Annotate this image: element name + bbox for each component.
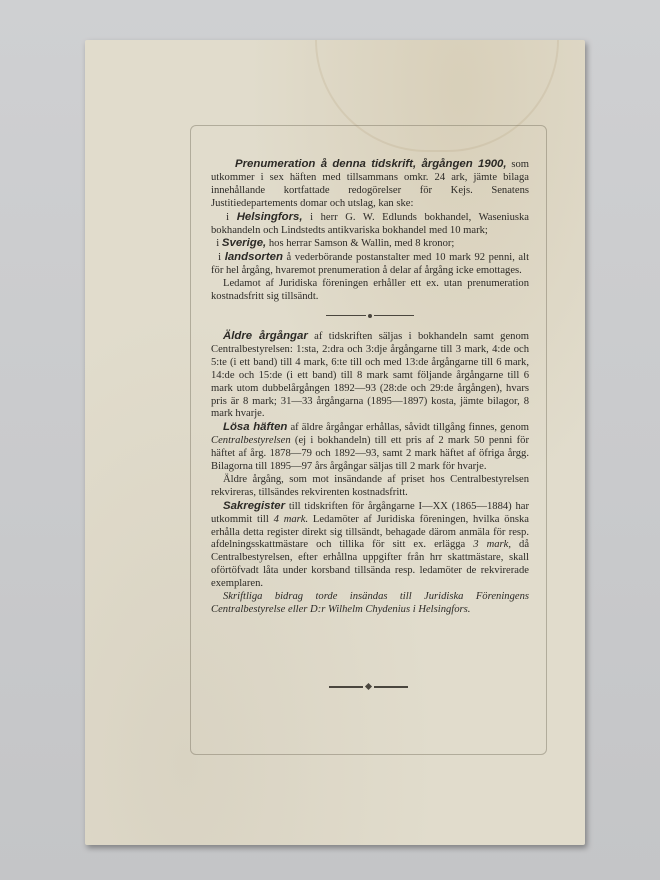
losa-section [211,421,529,474]
divider-line-right [374,315,414,316]
helsingfors-label: Helsingfors, [236,210,303,223]
sakregister-heading: Sakregister [223,499,286,512]
ornament-bar-left [329,686,363,688]
ornament-diamond [365,683,372,690]
prenumeration-heading: Prenumeration å denna tidskrift, årgången 1900, [235,158,507,170]
divider-dot [368,314,372,318]
losa-body-after: (ej i bokhandeln) till ett pris af 2 mark 50 penni för häftet af årg. 1878—79 och 1892—93, samt 2 mark häftet af öfriga årgg. Bilagorna till 1895—97 års årgångar säljas till 2 mark för hvarje. [211,435,529,473]
sakregister-body-italic2: 3 mark, [473,539,511,551]
sakregister-body-italic: 4 mark. [273,513,309,525]
landsorten-label: landsorten [224,251,283,264]
aldre-heading: Äldre årgångar [223,329,308,342]
sverige-line: i Sverige, hos herrar Samson & Wallin, med 8 kronor; [211,237,455,250]
sakregister-body-before: till tidskriften för årgångarne I—XX (1865—1884) har utkommit till [211,500,529,525]
single-year-note: Äldre årgång, som mot insändande af priset hos Centralbestyrelsen rekvireras, tillsändes rekvirenten kostnadsfritt. [211,473,529,498]
sakregister-body-after: då Centralbestyrelsen, efter erhållna uppgifter från hrr skattmästare, skall oförtöfvadt låta under korsband tillsända resp. ledamöter de rekvirerade exemplaren. [211,539,530,590]
losa-heading: Lösa häften [223,421,288,434]
sverige-label: Sverige, [221,237,267,250]
sverige-text: hos herrar Samson & Wallin, med 8 kronor; [268,238,455,250]
section-divider [211,308,529,324]
helsingfors-line: i Helsingfors, i herr G. W. Edlunds bokhandel, Waseniuska bokhandeln och Lindstedts antikvariska bokhandel med 10 mark; [211,210,529,236]
closing-ornament [191,684,546,689]
ornament-bar-right [374,686,408,688]
sakregister-section [211,500,529,591]
divider-line-left [326,315,366,316]
notice-text [211,158,529,617]
journal-back-cover [85,40,585,845]
landsorten-line: i landsorten å vederbörande postanstalter med 10 mark 92 penni, alt för hel årgång, hvaremot prenumeration å delar af årgång icke emottages. [211,251,530,277]
prenumeration-section [211,158,529,211]
losa-body-before: af äldre årgångar erhållas, såvidt tillgång finnes, genom [290,422,529,434]
prenumeration-body: som utkommer i sex häften med tillsammans omkr. 24 ark, jämte bilaga innehållande kortfattade redogörelser för Kejs. Senatens Justitiedepartements domar och utslag, kan ske: [211,159,529,209]
text-frame [190,125,547,755]
aldre-section [211,330,529,421]
contributions-note: Skriftliga bidrag torde insändas till Juridiska Föreningens Centralbestyrelse eller D:r Wilhelm Chydenius i Helsingfors. [211,591,529,615]
aldre-body: af tidskriften säljas i bokhandeln samt genom Centralbestyrelsen: 1:sta, 2:dra och 3:dje årgångarne till 3 mark, 4:de och 5:te (i ett band) till 4 mark, 6:te till och med 13:de årgångarne till 6 mark, 14:de och 15:de (i ett band) till 8 mark samt följande årgångarne till 6 mark utom dubbelårgången 1892—93 (28:de och 29:de årgången), hvars pris är 8 mark; 31—33 årgångarna (1895—1897) kosta, jämte bilagor, 8 mark hvarje. [211,330,529,420]
losa-body-italic: Centralbestyrelsen [211,435,291,447]
sakregister-body-mid: Ledamöter af Juridiska föreningen, hvilka önska erhålla detta register direkt sig tillsändt, behagade därom anmäla för resp. afdelningsskattmästare och tillika för sitt ex. erlägga [211,513,530,551]
members-note: Ledamot af Juridiska föreningen erhåller ett ex. utan prenumeration kostnadsfritt sig tillsändt. [211,278,529,303]
landsorten-text: å vederbörande postanstalter med 10 mark 92 penni, alt för hel årgång, hvaremot prenumeration å delar af årgång icke emottages. [211,252,530,277]
helsingfors-text: i herr G. W. Edlunds bokhandel, Waseniuska bokhandeln och Lindstedts antikvariska bokhandel med 10 mark; [211,211,529,236]
